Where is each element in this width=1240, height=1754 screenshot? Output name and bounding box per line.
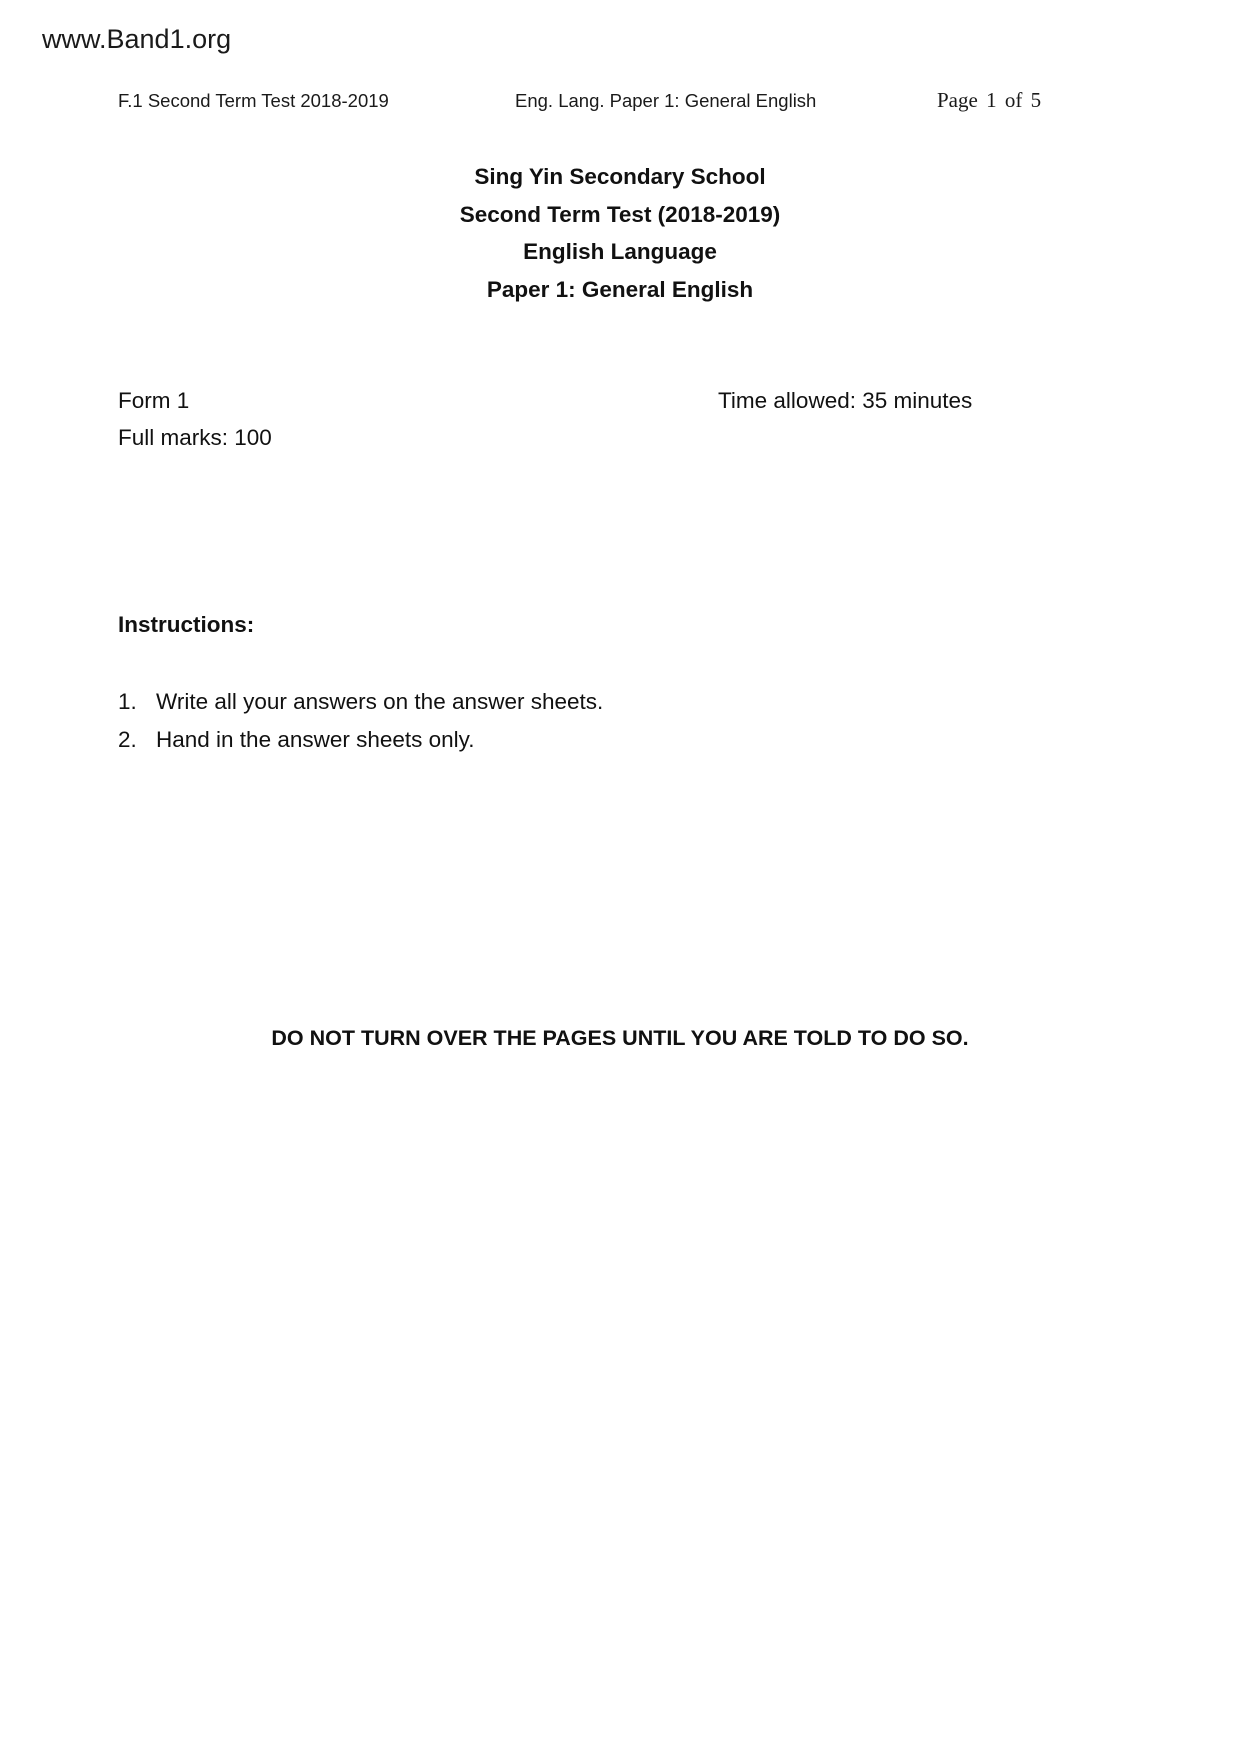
test-title: Second Term Test (2018-2019) bbox=[459, 201, 781, 227]
instruction-number: 2. bbox=[118, 726, 137, 752]
full-marks-label: Full marks: 100 bbox=[118, 425, 272, 450]
header-test-name: F.1 Second Term Test 2018-2019 bbox=[118, 90, 389, 111]
form-label: Form 1 bbox=[118, 388, 190, 413]
instruction-text: Write all your answers on the answer sheets. bbox=[156, 689, 604, 714]
title-block bbox=[0, 158, 1240, 308]
header-paper-name: Eng. Lang. Paper 1: General English bbox=[515, 90, 817, 111]
time-allowed-label: Time allowed: 35 minutes bbox=[718, 388, 973, 413]
instruction-number: 1. bbox=[118, 689, 137, 714]
warning-notice: DO NOT TURN OVER THE PAGES UNTIL YOU ARE TOLD TO DO SO. bbox=[271, 1026, 969, 1050]
instruction-text: Hand in the answer sheets only. bbox=[156, 726, 475, 752]
header-page-number: Page 1 of 5 bbox=[937, 88, 1042, 112]
subject-title: English Language bbox=[523, 239, 717, 264]
watermark-text: www.Band1.org bbox=[42, 24, 232, 54]
paper-title: Paper 1: General English bbox=[486, 276, 754, 302]
instructions-heading: Instructions: bbox=[118, 612, 255, 637]
instruction-item bbox=[118, 688, 603, 726]
school-name: Sing Yin Secondary School bbox=[474, 164, 766, 189]
instructions-list bbox=[118, 688, 603, 763]
instruction-item bbox=[118, 726, 603, 764]
